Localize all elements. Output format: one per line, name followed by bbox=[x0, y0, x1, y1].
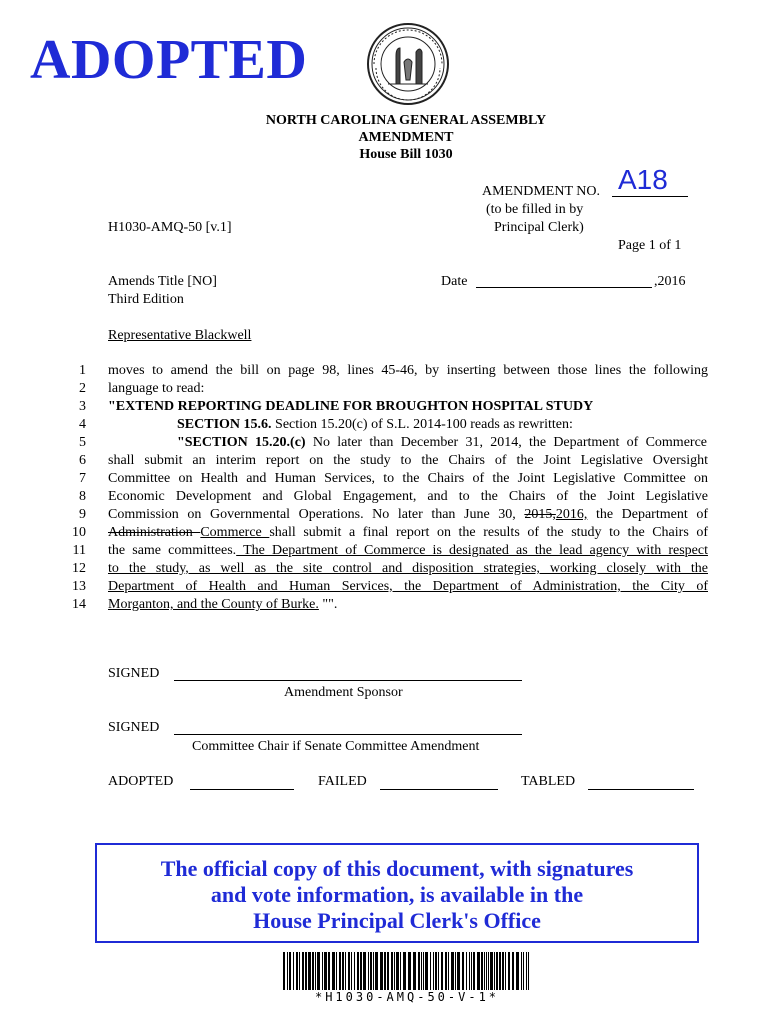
body-text: the same committees. bbox=[108, 543, 237, 558]
line-number: 7 bbox=[79, 471, 86, 486]
line-number: 2 bbox=[79, 381, 86, 396]
line-number: 14 bbox=[72, 597, 86, 612]
inserted-text: The Department of Commerce is designated as the lead agency with respect bbox=[236, 543, 708, 558]
line-number: 13 bbox=[72, 579, 86, 594]
barcode-text: *H1030-AMQ-50-V-1* bbox=[314, 990, 500, 1004]
deleted-text: 2015, bbox=[524, 507, 556, 522]
line-number: 3 bbox=[79, 399, 86, 414]
section-number: SECTION 15.6. bbox=[177, 417, 272, 432]
notice-line-1: The official copy of this document, with signatures bbox=[160, 856, 634, 881]
body-text: Commission on Governmental Operations. No later than June 30, bbox=[108, 507, 525, 522]
body-line-9 bbox=[108, 506, 708, 524]
subsection-text: No later than December 31, 2014, the Department of Commerce bbox=[305, 435, 707, 450]
inserted-text: Commerce bbox=[200, 525, 270, 540]
subsection-number: "SECTION 15.20.(c) bbox=[177, 435, 306, 450]
body-line-4 bbox=[177, 416, 707, 434]
failed-label: FAILED bbox=[318, 774, 367, 789]
signed-label-1: SIGNED bbox=[108, 666, 160, 681]
body-line-12: to the study, as well as the site control and disposition strategies, working closely with the bbox=[108, 561, 708, 576]
date-label: Date bbox=[441, 274, 468, 289]
failed-line[interactable] bbox=[380, 789, 498, 790]
adopted-label: ADOPTED bbox=[108, 774, 174, 789]
line-number: 10 bbox=[72, 525, 86, 540]
line-number: 11 bbox=[72, 543, 86, 558]
edition: Third Edition bbox=[108, 292, 184, 307]
body-line-14 bbox=[108, 596, 708, 614]
amendment-no-line bbox=[612, 196, 688, 197]
amendment-no-note-1: (to be filled in by bbox=[486, 202, 584, 217]
body-line-5 bbox=[177, 434, 707, 452]
line-number: 8 bbox=[79, 489, 86, 504]
body-line-11 bbox=[108, 542, 708, 560]
chair-signature-line[interactable] bbox=[174, 734, 522, 735]
sponsor-caption: Amendment Sponsor bbox=[284, 685, 403, 700]
amends-title: Amends Title [NO] bbox=[108, 274, 217, 289]
line-number: 6 bbox=[79, 453, 86, 468]
inserted-text: Morganton, and the County of Burke. bbox=[108, 597, 319, 612]
barcode-icon bbox=[283, 952, 531, 990]
document-id: H1030-AMQ-50 [v.1] bbox=[108, 220, 232, 235]
body-text: the Department of bbox=[587, 507, 708, 522]
amendment-no-note-2: Principal Clerk) bbox=[494, 220, 584, 235]
body-line-13: Department of Health and Human Services, the Department of Administration, the City of bbox=[108, 579, 708, 594]
body-line-7: Committee on Health and Human Services, to the Chairs of the Joint Legislative Committee on bbox=[108, 471, 708, 486]
line-number: 1 bbox=[79, 363, 86, 378]
document-type: AMENDMENT bbox=[358, 130, 454, 145]
body-line-1: moves to amend the bill on page 98, lines 45-46, by inserting between those lines the following bbox=[108, 363, 708, 378]
bill-number: House Bill 1030 bbox=[359, 147, 453, 162]
date-year: ,2016 bbox=[654, 274, 686, 289]
sponsor-signature-line[interactable] bbox=[174, 680, 522, 681]
adopted-stamp: ADOPTED bbox=[30, 29, 308, 91]
section-heading: "EXTEND REPORTING DEADLINE FOR BROUGHTON HOSPITAL STUDY bbox=[108, 399, 594, 414]
amendment-no-value: A18 bbox=[618, 164, 668, 195]
notice-line-3: House Principal Clerk's Office bbox=[253, 908, 541, 933]
tabled-line[interactable] bbox=[588, 789, 694, 790]
body-text: shall submit a final report on the results of the study to the Chairs of bbox=[269, 525, 708, 540]
line-number: 5 bbox=[79, 435, 86, 450]
amendment-no-label: AMENDMENT NO. bbox=[482, 184, 600, 199]
chair-caption: Committee Chair if Senate Committee Amendment bbox=[192, 739, 480, 754]
line-number: 4 bbox=[79, 417, 86, 432]
page-indicator: Page 1 of 1 bbox=[618, 238, 682, 253]
tabled-label: TABLED bbox=[521, 774, 576, 789]
section-text: Section 15.20(c) of S.L. 2014-100 reads as rewritten: bbox=[271, 417, 573, 432]
line-number: 12 bbox=[72, 561, 86, 576]
notice-line-2: and vote information, is available in the bbox=[210, 882, 584, 907]
state-seal-icon bbox=[366, 22, 450, 106]
body-line-6: shall submit an interim report on the study to the Chairs of the Joint Legislative Oversight bbox=[108, 453, 708, 468]
signed-label-2: SIGNED bbox=[108, 720, 160, 735]
body-text: "". bbox=[318, 597, 338, 612]
deleted-text: Administration bbox=[108, 525, 201, 540]
sponsor-name: Representative Blackwell bbox=[108, 328, 252, 343]
line-number: 9 bbox=[79, 507, 86, 522]
assembly-title: NORTH CAROLINA GENERAL ASSEMBLY bbox=[265, 113, 547, 128]
adopted-line[interactable] bbox=[190, 789, 294, 790]
body-line-2: language to read: bbox=[108, 381, 205, 396]
inserted-text: 2016, bbox=[555, 507, 588, 522]
body-line-8: Economic Development and Global Engagement, and to the Chairs of the Joint Legislative bbox=[108, 489, 708, 504]
date-field-line bbox=[476, 287, 652, 288]
body-line-10 bbox=[108, 524, 708, 542]
